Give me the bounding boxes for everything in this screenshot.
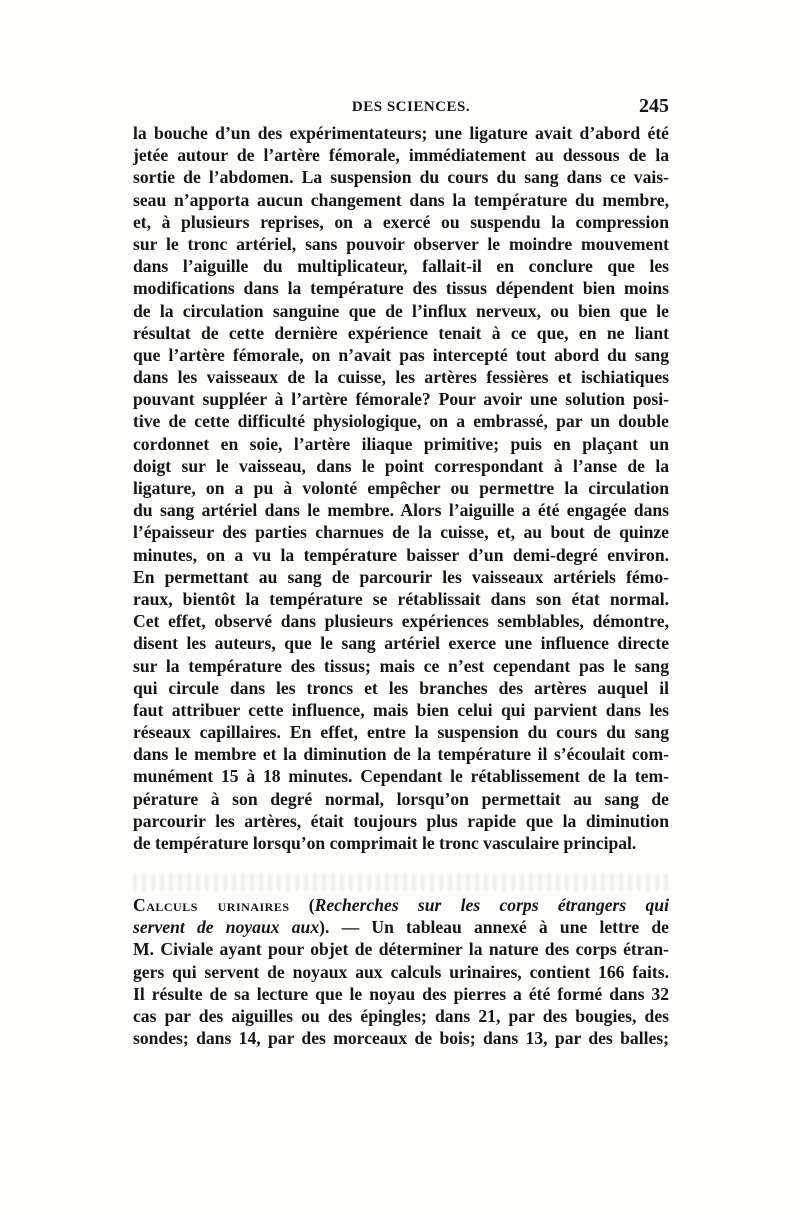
text-line: sortie de l’abdomen. La suspension du cours du sang dans ce vais- [133, 167, 669, 188]
text-line: faut attribuer cette influence, mais bien celui qui parvient dans les [133, 699, 669, 720]
text-line: dans l’aiguille du multiplicateur, fallait-il en conclure que les [133, 256, 669, 277]
text-line: dans le membre et la diminution de la température il s’écoulait com- [133, 744, 669, 765]
text-line: et, à plusieurs reprises, on a exercé ou suspendu la compression [133, 211, 669, 232]
text-line: ligature, on a pu à volonté empêcher ou permettre la circulation [133, 478, 669, 498]
text-line: la bouche d’un des expérimentateurs; une ligature avait d’abord été [133, 123, 669, 143]
running-head [133, 95, 669, 121]
text-line: que l’artère fémorale, on n’avait pas intercepté tout abord du sang [133, 344, 669, 365]
text-line: M. Civiale ayant pour objet de déterminer la nature des corps étran- [133, 939, 669, 960]
text-line: disent les auteurs, que le sang artériel exerce une influence directe [133, 633, 669, 654]
paragraph-2 [133, 894, 669, 1049]
running-title: DES SCIENCES. [351, 99, 471, 115]
text-line: sur le tronc artériel, sans pouvoir observer le moindre mouvement [133, 233, 669, 254]
text-line: parcourir les artères, était toujours plus rapide que la diminution [133, 810, 669, 831]
text-line: cordonnet en soie, l’artère iliaque primitive; puis en plaçant un [133, 433, 669, 454]
text-line: pouvant suppléer à l’artère fémorale? Pour avoir une solution posi- [133, 389, 669, 410]
text-line: de température lorsqu’on comprimait le tronc vasculaire principal. [133, 833, 637, 853]
text-line: pérature à son degré normal, lorsqu’on permettait au sang de [133, 788, 669, 809]
text-line-heading [133, 894, 669, 916]
text-line: seau n’apporta aucun changement dans la température du membre, [133, 189, 669, 210]
text-line: modifications dans la température des tissus dépendent bien moins [133, 278, 669, 299]
text-line-rest: ). — Un tableau annexé à une lettre de [319, 917, 669, 938]
paragraph-1 [133, 122, 669, 854]
text-line: doigt sur le vaisseau, dans le point correspondant à l’anse de la [133, 455, 669, 476]
section-heading: Calculs urinaires [133, 895, 290, 915]
text-line: qui circule dans les troncs et les branches des artères auquel il [133, 677, 669, 698]
text-line: munément 15 à 18 minutes. Cependant le rétablissement de la tem- [133, 766, 669, 787]
text-line: Il résulte de sa lecture que le noyau des pierres a été formé dans 32 [133, 983, 669, 1004]
heading-paren: ( [289, 895, 315, 915]
text-line: l’épaisseur des parties charnues de la cuisse, et, au bout de quinze [133, 522, 669, 543]
text-line: résultat de cette dernière expérience tenait à ce que, en ne liant [133, 322, 669, 343]
text-line: En permettant au sang de parcourir les vaisseaux artériels fémo- [133, 566, 669, 587]
text-line: dans les vaisseaux de la cuisse, les artères fessières et ischiatiques [133, 367, 669, 388]
page-number: 245 [639, 95, 669, 117]
text-line: réseaux capillaires. En effet, entre la suspension du cours du sang [133, 722, 669, 743]
show-through-bleed [133, 873, 669, 891]
text-line: Cet effet, observé dans plusieurs expériences semblables, démontre, [133, 611, 669, 632]
heading-italic-title: Recherches sur les corps étrangers qui [314, 895, 669, 915]
text-line: tive de cette difficulté physiologique, on a embrassé, par un double [133, 411, 669, 432]
text-line: raux, bientôt la température se rétablissait dans son état normal. [133, 588, 669, 609]
text-line: minutes, on a vu la température baisser d’un demi-degré environ. [133, 544, 669, 565]
text-line: gers qui servent de noyaux aux calculs urinaires, contient 166 faits. [133, 961, 669, 982]
text-line: jetée autour de l’artère fémorale, immédiatement au dessous de la [133, 145, 669, 166]
text-line: sur la température des tissus; mais ce n’est cependant pas le sang [133, 655, 669, 676]
text-line: cas par des aiguilles ou des épingles; dans 21, par des bougies, des [133, 1005, 669, 1026]
text-line [133, 916, 669, 938]
heading-italic-title-cont: servent de noyaux aux [133, 917, 320, 938]
text-line: du sang artériel dans le membre. Alors l’aiguille a été engagée dans [133, 500, 669, 521]
text-line: de la circulation sanguine que de l’influx nerveux, ou bien que le [133, 300, 669, 321]
text-line: sondes; dans 14, par des morceaux de bois; dans 13, par des balles; [133, 1028, 669, 1049]
